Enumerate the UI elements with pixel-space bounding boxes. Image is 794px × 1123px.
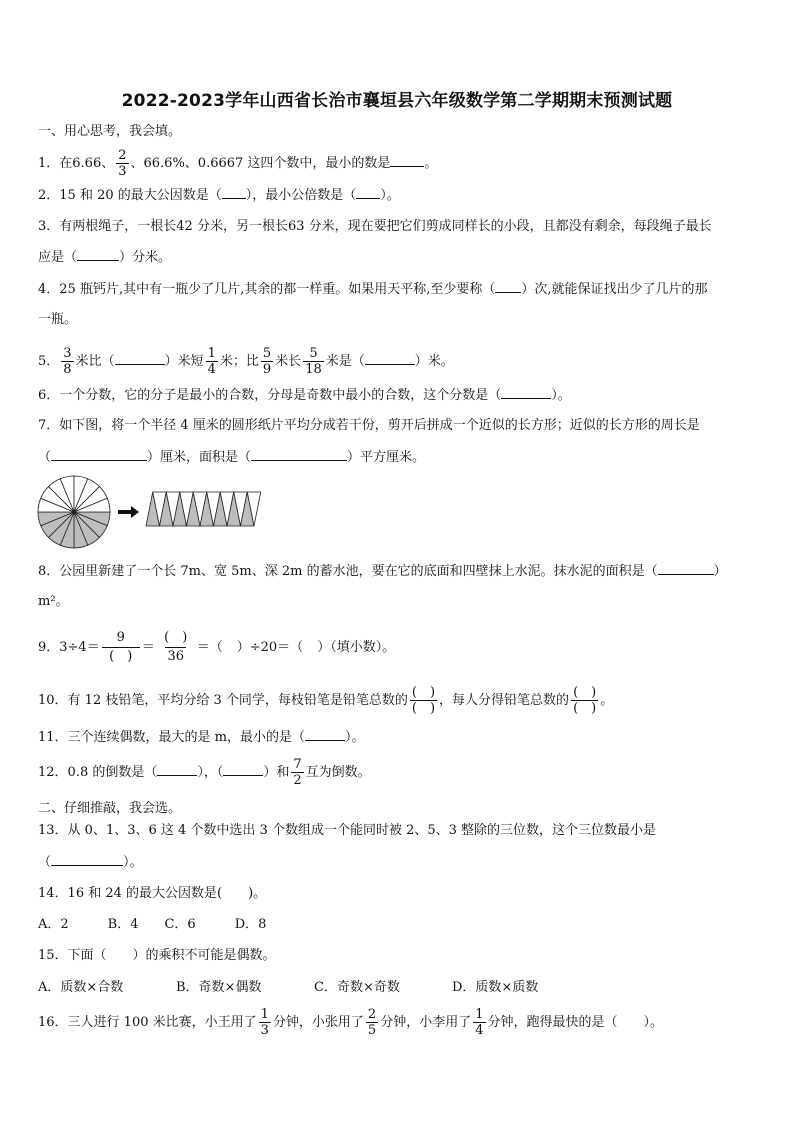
question-13-line-1: 13．从 0、1、3、6 这 4 个数中选出 3 个数组成一个能同时被 2、5、3 整除的三位数，这个三位数最小是 (38, 823, 657, 838)
circle-to-rectangle-figure (36, 474, 266, 552)
question-3-line-2: 应是（ ）分米。 (38, 250, 172, 265)
question-16: 16．三人进行 100 米比赛，小王用了 $\frac{1}{3}$ 分钟，小张用了 $\frac{2}{5}$ 分钟，小李用了 $\frac{1}{4}$ 分钟，跑得最快的是（ ）。 (38, 1007, 664, 1038)
answer-blank[interactable] (495, 280, 521, 293)
approx-rectangle (146, 492, 261, 526)
question-7-line-2: （ ）厘米，面积是（ ）平方厘米。 (38, 450, 426, 465)
answer-blank[interactable] (501, 386, 551, 399)
answer-blank[interactable] (390, 154, 424, 167)
question-8-line-1: 8．公园里新建了一个长 7m、宽 5m、深 2m 的蓄水池，要在它的底面和四壁抹上水泥。抹水泥的面积是（ ） (38, 564, 727, 579)
answer-blank[interactable] (222, 186, 246, 199)
arrow-icon (118, 506, 139, 518)
answer-blank[interactable] (115, 352, 165, 365)
question-8-line-2: m²。 (38, 594, 69, 609)
question-15: 15．下面（ ）的乘积不可能是偶数。 (38, 948, 276, 963)
answer-blank[interactable] (223, 763, 263, 776)
answer-blank[interactable] (356, 186, 380, 199)
question-10: 10．有 12 枝铅笔，平均分给 3 个同学，每枝铅笔是铅笔总数的 $\frac{( )}{( )}$ ，每人分得铅笔总数的 $\frac{( )}{( )}$ 。 (38, 685, 614, 716)
question-9: 9．3÷4＝ $\frac{9}{( )}$ ＝ $\frac{( )}{36}$ ＝（ ）÷20＝（ ）（填小数）。 (38, 630, 396, 664)
question-6: 6．一个分数，它的分子是最小的合数，分母是奇数中最小的合数，这个分数是（ ）。 (38, 388, 571, 403)
question-13-line-2: （ ）。 (38, 855, 143, 870)
option-a[interactable]: A．质数×合数 (38, 980, 124, 995)
fraction: $\frac{2}{3}$ (118, 148, 127, 179)
answer-blank[interactable] (77, 248, 119, 261)
option-b[interactable]: B．奇数×偶数 (176, 980, 262, 995)
question-4-line-2: 一瓶。 (38, 312, 78, 327)
question-5: 5． $\frac{3}{8}$ 米比（ ）米短 $\frac{1}{4}$ 米；比 $\frac{5}{9}$ 米长 $\frac{5}{18}$ 米是（ ）米。 (38, 346, 454, 377)
section-1-heading: 一、用心思考，我会填。 (38, 124, 182, 139)
question-4-line-1: 4．25 瓶钙片,其中有一瓶少了几片,其余的都一样重。如果用天平称,至少要称（ ）次,就能保证找出少了几片的那 (38, 282, 708, 297)
answer-blank[interactable] (251, 448, 347, 461)
question-3-line-1: 3．有两根绳子，一根长42 分米，另一根长63 分米，现在要把它们剪成同样长的小段，且都没有剩余，每段绳子最长 (38, 219, 712, 234)
answer-blank[interactable] (365, 352, 415, 365)
answer-blank[interactable] (658, 562, 714, 575)
page-title: 2022-2023学年山西省长治市襄垣县六年级数学第二学期期末预测试题 (121, 91, 673, 111)
option-d[interactable]: D．质数×质数 (452, 980, 539, 995)
section-2-heading: 二、仔细推敲，我会选。 (38, 801, 182, 816)
question-12: 12．0.8 的倒数是（ ），（ ）和 $\frac{7}{2}$ 互为倒数。 (38, 757, 371, 788)
question-14: 14．16 和 24 的最大公因数是( )。 (38, 886, 267, 901)
answer-blank[interactable] (305, 728, 345, 741)
answer-blank[interactable] (51, 448, 147, 461)
question-2: 2．15 和 20 的最大公因数是（ ），最小公倍数是（ ）。 (38, 188, 400, 203)
divided-circle (38, 476, 110, 548)
question-14-options[interactable]: A．2 B．4 C．6 D．8 (38, 917, 267, 932)
question-7-line-1: 7．如下图，将一个半径 4 厘米的圆形纸片平均分成若干份，剪开后拼成一个近似的长方形；近似的长方形的周长是 (38, 418, 700, 433)
option-c[interactable]: C．奇数×奇数 (314, 980, 400, 995)
answer-blank[interactable] (157, 763, 197, 776)
answer-blank[interactable] (51, 853, 123, 866)
question-1: 1．在6.66、 $\frac{2}{3}$ 、66.6%、0.6667 这四个数中，最小的数是 。 (38, 148, 438, 179)
question-11: 11．三个连续偶数，最大的是 m，最小的是（ ）。 (38, 730, 365, 745)
